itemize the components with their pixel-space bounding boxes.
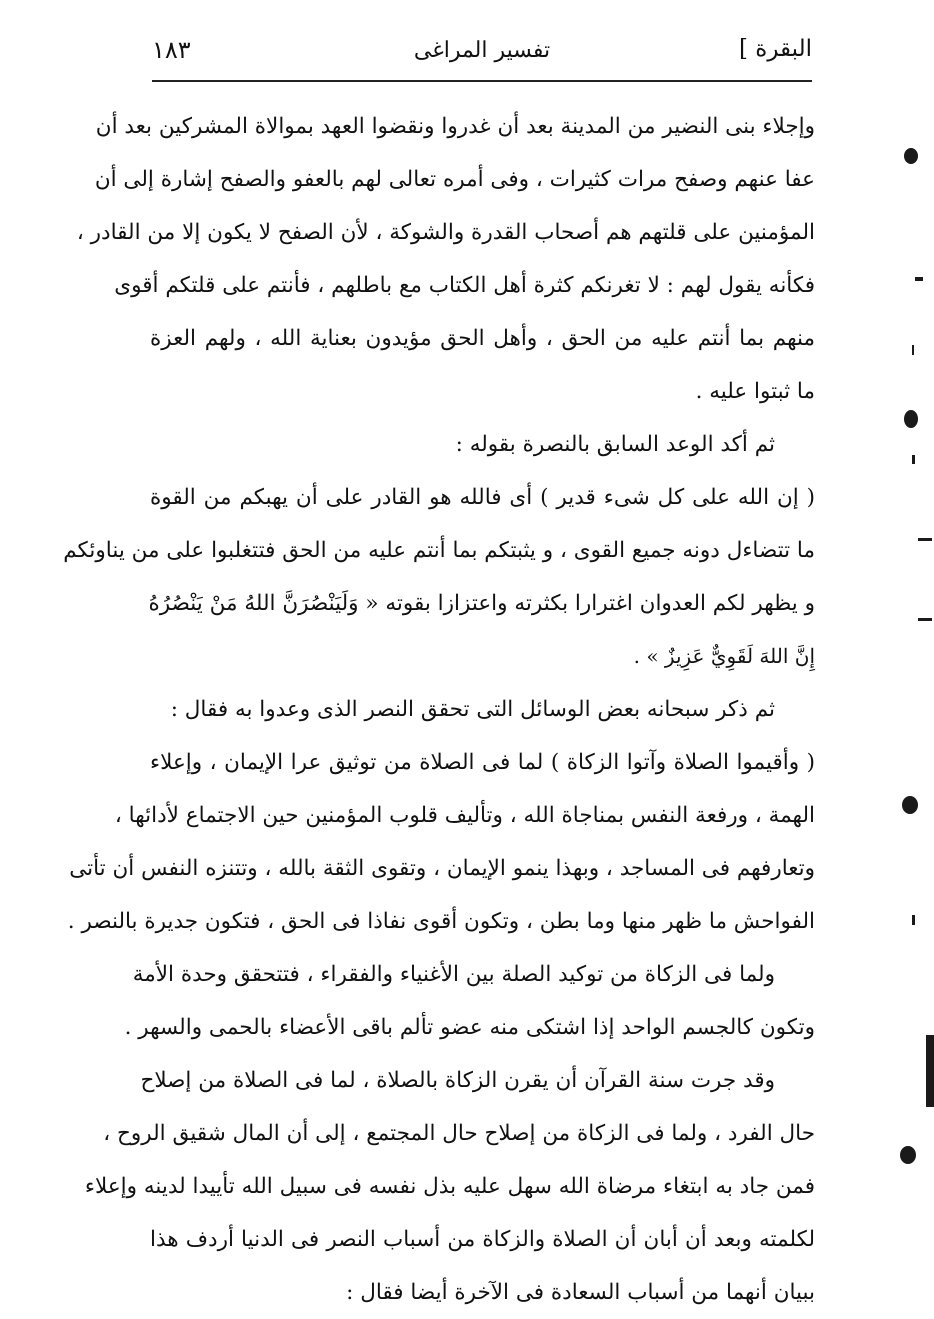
margin-ink-mark <box>915 277 923 281</box>
text-line: ما ثبتوا عليه . <box>695 379 815 404</box>
margin-ink-blot <box>904 148 918 164</box>
text-line: ما تتضاءل دونه جميع القوى ، و يثبتكم بما أنتم عليه من الحق فتتغلبوا على من يناوئكم <box>63 538 815 563</box>
margin-ink-blot <box>904 410 918 428</box>
text-line: ببيان أنهما من أسباب السعادة فى الآخرة أيضا فقال : <box>346 1280 815 1305</box>
text-line: ثم ذكر سبحانه بعض الوسائل التى تحقق النصر الذى وعدوا به فقال : <box>170 697 775 722</box>
margin-ink-mark <box>912 345 914 355</box>
body-text <box>63 100 815 1319</box>
margin-ink-mark <box>912 915 915 925</box>
header-rule <box>152 80 812 82</box>
text-line: إِنَّ اللهَ لَقَوِيٌّ عَزِيزٌ » . <box>633 644 815 668</box>
text-line: وتعارفهم فى المساجد ، وبهذا ينمو الإيمان ، وتقوى الثقة بالله ، وتتنزه النفس أن تأتى <box>69 856 815 881</box>
margin-ink-mark <box>918 538 932 541</box>
text-line: ولما فى الزكاة من توكيد الصلة بين الأغنياء والفقراء ، فتتحقق وحدة الأمة <box>132 962 775 987</box>
text-line: منهم بما أنتم عليه من الحق ، وأهل الحق مؤيدون بعناية الله ، ولهم العزة <box>150 326 815 351</box>
text-line: وقد جرت سنة القرآن أن يقرن الزكاة بالصلاة ، لما فى الصلاة من إصلاح <box>140 1068 775 1093</box>
margin-ink-blot <box>900 1146 916 1164</box>
margin-ink-blot <box>902 796 918 814</box>
text-line: ( إن الله على كل شىء قدير ) أى فالله هو القادر على أن يهبكم من القوة <box>150 485 815 510</box>
text-line: وتكون كالجسم الواحد إذا اشتكى منه عضو تألم باقى الأعضاء بالحمى والسهر . <box>124 1015 815 1040</box>
text-line: ( وأقيموا الصلاة وآتوا الزكاة ) لما فى الصلاة من توثيق عرا الإيمان ، وإعلاء <box>150 750 815 775</box>
text-line: و يظهر لكم العدوان اغترارا بكثرته واعتزازا بقوته « وَلَيَنْصُرَنَّ اللهُ مَنْ يَنْصُرُهُ <box>148 591 815 616</box>
page-number: ١٨٣ <box>152 36 191 64</box>
text-line: حال الفرد ، ولما فى الزكاة من إصلاح حال المجتمع ، إلى أن المال شقيق الروح ، <box>103 1121 815 1146</box>
margin-ink-mark <box>912 455 915 464</box>
surah-name: البقرة ] <box>739 36 812 62</box>
margin-ink-mark <box>918 618 932 621</box>
text-line: فمن جاد به ابتغاء مرضاة الله سهل عليه بذل نفسه فى سبيل الله تأييدا لدينه وإعلاء <box>84 1174 815 1199</box>
text-line: فكأنه يقول لهم : لا تغرنكم كثرة أهل الكتاب مع باطلهم ، فأنتم على قلتكم أقوى <box>114 273 815 298</box>
text-line: المؤمنين على قلتهم هم أصحاب القدرة والشوكة ، لأن الصفح لا يكون إلا من القادر ، <box>76 220 815 245</box>
margin-binding-edge <box>926 1035 934 1107</box>
book-title: تفسير المراغى <box>413 38 551 63</box>
text-line: وإجلاء بنى النضير من المدينة بعد أن غدروا ونقضوا العهد بموالاة المشركين بعد أن <box>95 114 815 139</box>
text-line: ثم أكد الوعد السابق بالنصرة بقوله : <box>455 432 775 457</box>
text-line: عفا عنهم وصفح مرات كثيرات ، وفى أمره تعالى لهم بالعفو والصفح إشارة إلى أن <box>94 167 815 192</box>
page-header <box>152 30 812 80</box>
text-line: الهمة ، ورفعة النفس بمناجاة الله ، وتأليف قلوب المؤمنين حين الاجتماع لأدائها ، <box>114 803 815 828</box>
text-line: الفواحش ما ظهر منها وما بطن ، وتكون أقوى نفاذا فى الحق ، فتكون جديرة بالنصر . <box>67 909 815 934</box>
text-line: لكلمته وبعد أن أبان أن الصلاة والزكاة من أسباب النصر فى الدنيا أردف هذا <box>150 1227 815 1252</box>
